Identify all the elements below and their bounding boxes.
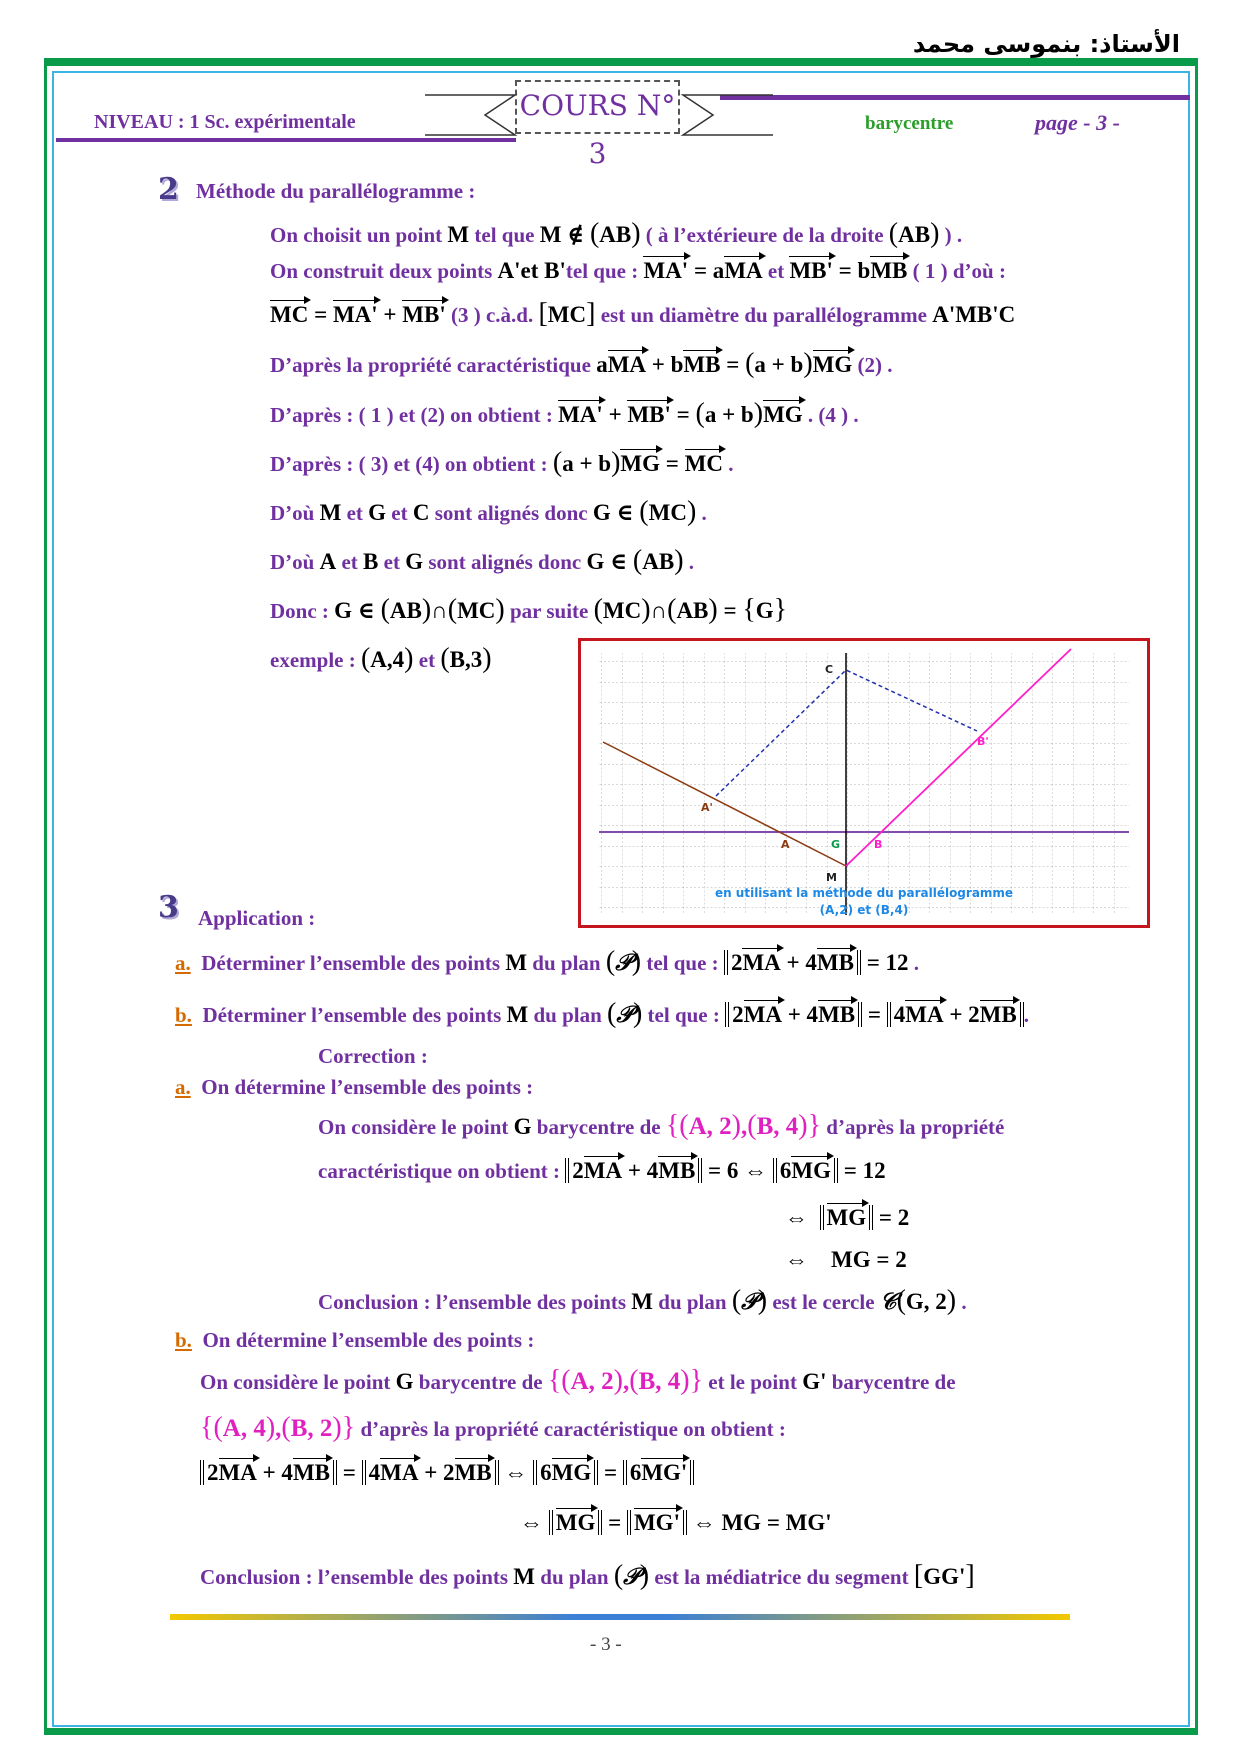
label-A: A — [781, 838, 790, 851]
section-3-title: Application : — [198, 906, 316, 930]
s2-line-3: MC = MA' + MB' (3 ) c.à.d. [MC] est un diamètre du parallélogramme A'MB'C — [270, 298, 1016, 329]
correction-a-line-3: ⇔ MG = 2 — [785, 1205, 910, 1230]
question-a: a. Déterminer l’ensemble des points M du plan (𝒫) tel que : 2MA + 4MB = 12 . — [175, 946, 920, 977]
correction-title: Correction : — [318, 1044, 428, 1068]
correction-b-conclusion: Conclusion : l’ensemble des points M du plan (𝒫) est la médiatrice du segment [GG'] — [200, 1560, 975, 1591]
correction-a-conclusion: Conclusion : l’ensemble des points M du plan (𝒫) est le cercle 𝒞(G, 2) . — [318, 1285, 967, 1316]
s2-line-2: On construit deux points A'et B'tel que : MA' = aMA et MB' = bMB ( 1 ) d’où : — [270, 258, 1006, 283]
s2-line-6: D’après : ( 3) et (4) on obtient : (a + b)MG = MC . — [270, 447, 734, 478]
bottom-bar — [44, 1728, 1198, 1733]
correction-a-title: a. On détermine l’ensemble des points : — [175, 1075, 534, 1099]
parallelogram-figure — [578, 638, 1150, 928]
section-3-number: 3 — [158, 890, 179, 925]
correction-a-line-2: caractéristique on obtient : 2MA + 4MB = 6 ⇔ 6MG = 12 — [318, 1158, 886, 1183]
s2-line-8: D’où A et B et G sont alignés donc G ∈ (AB) . — [270, 545, 695, 576]
label-B-prime: B' — [977, 735, 989, 748]
correction-b-line-3: 2MA + 4MB = 4MA + 2MB ⇔ 6MG = 6MG' — [200, 1460, 694, 1486]
label-A-prime: A' — [701, 801, 713, 814]
author: الأستاذ: بنموسى محمد — [912, 30, 1180, 58]
footer-rule — [170, 1614, 1070, 1620]
figure-caption-1: en utilisant la méthode du parallélogramme — [714, 886, 1014, 900]
s2-line-7: D’où M et G et C sont alignés donc G ∈ (MC) . — [270, 496, 707, 527]
s2-line-4: D’après la propriété caractéristique aMA + bMB = (a + b)MG (2) . — [270, 348, 893, 379]
correction-a-line-4: ⇔ MG = 2 — [785, 1247, 907, 1272]
question-b: b. Déterminer l’ensemble des points M du plan (𝒫) tel que : 2MA + 4MB = 4MA + 2MB . — [175, 998, 1029, 1029]
label-B: B — [874, 838, 883, 851]
figure-caption-2: (A,2) et (B,4) — [819, 903, 909, 917]
figure-svg — [581, 641, 1147, 925]
footer-page-number: - 3 - — [590, 1634, 622, 1655]
s2-line-9: Donc : G ∈ (AB)∩(MC) par suite (MC)∩(AB) = {G} — [270, 594, 788, 625]
ribbon-left — [425, 90, 520, 140]
ribbon-right — [678, 90, 773, 140]
correction-b-line-2: {(A, 4),(B, 2)} d’après la propriété caractéristique on obtient : — [200, 1412, 786, 1443]
label-C: C — [825, 663, 834, 676]
correction-b-title: b. On détermine l’ensemble des points : — [175, 1328, 535, 1352]
header-rule-right — [720, 95, 1190, 100]
s2-line-10: exemple : (A,4) et (B,3) — [270, 643, 492, 674]
cours-badge: COURS N° 3 — [515, 80, 680, 134]
section-2-number: 2 — [158, 172, 179, 207]
section-2-title: Méthode du parallélogramme : — [196, 179, 476, 203]
page-label: page - 3 - — [1035, 110, 1120, 135]
label-M: M — [826, 871, 837, 884]
correction-b-line-1: On considère le point G barycentre de {(A, 2),(B, 4)} et le point G' barycentre de — [200, 1365, 956, 1396]
niveau: NIVEAU : 1 Sc. expérimentale — [94, 111, 356, 133]
s2-line-1: On choisit un point M tel que M ∉ (AB) ( à l’extérieure de la droite (AB) ) . — [270, 218, 963, 249]
correction-a-line-1: On considère le point G barycentre de {(A, 2),(B, 4)} d’après la propriété — [318, 1110, 1005, 1141]
s2-line-5: D’après : ( 1 ) et (2) on obtient : MA' + MB' = (a + b)MG . (4 ) . — [270, 398, 859, 429]
label-G: G — [831, 838, 841, 851]
topic: barycentre — [865, 113, 954, 134]
correction-b-line-4: ⇔ MG = MG' ⇔ MG = MG' — [520, 1510, 832, 1535]
